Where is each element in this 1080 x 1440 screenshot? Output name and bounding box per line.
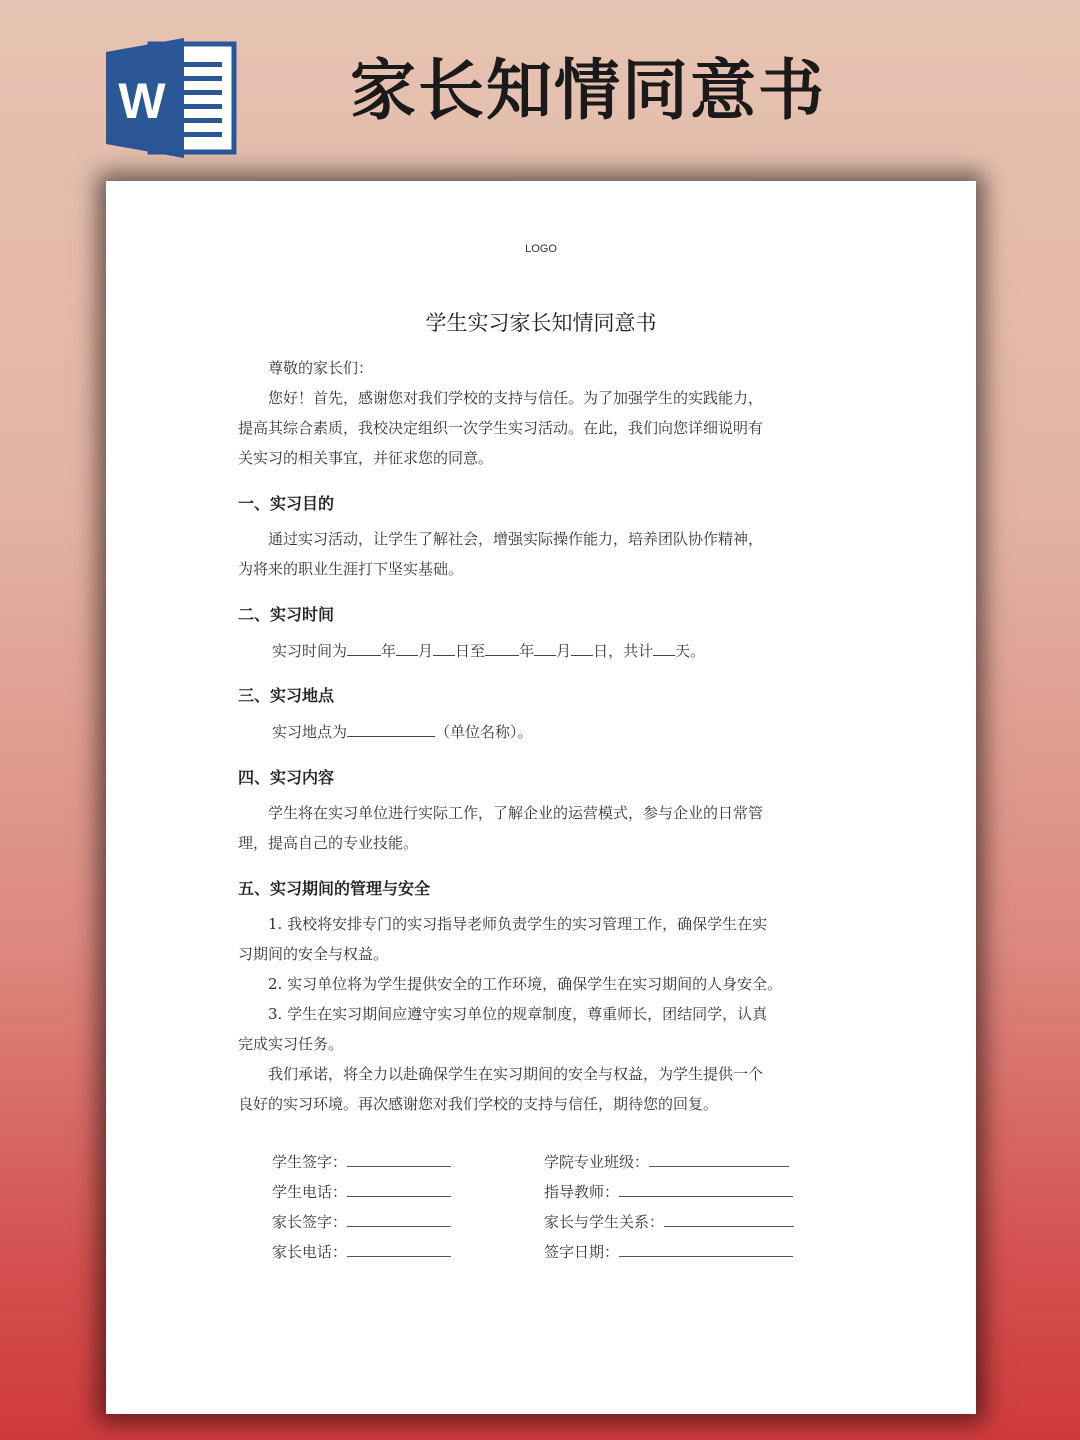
section-body-safety: [238, 909, 850, 1119]
parent-phone-label: 家长电话：: [272, 1243, 348, 1261]
signature-row: [272, 1181, 451, 1202]
section-line: 2. 实习单位将为学生提供安全的工作环境，确保学生在实习期间的人身安全。: [268, 975, 783, 993]
section-line: 习期间的安全与权益。: [238, 945, 389, 963]
section-line: 1. 我校将安排专门的实习指导老师负责学生的实习管理工作，确保学生在实: [268, 915, 768, 933]
relationship-field[interactable]: [664, 1214, 794, 1227]
time-prefix: 实习时间为: [272, 642, 348, 660]
word-icon-letter: W: [118, 73, 166, 129]
document-title: 学生实习家长知情同意书: [425, 311, 657, 335]
signature-row: [544, 1241, 793, 1262]
section-line: 3. 学生在实习期间应遵守实习单位的规章制度，尊重师长，团结同学，认真: [268, 1005, 768, 1023]
section-line: 为将来的职业生涯打下坚实基础。: [238, 560, 464, 578]
word-icon: [106, 36, 238, 160]
teacher-label: 指导教师：: [544, 1183, 620, 1201]
parent-phone-field[interactable]: [347, 1244, 451, 1257]
section-heading-place: 三、实习地点: [238, 686, 335, 705]
intro-line: 提高其综合素质，我校决定组织一次学生实习活动。在此，我们向您详细说明有: [238, 419, 764, 437]
place-blank[interactable]: [347, 724, 435, 737]
banner-title: 家长知情同意书: [350, 52, 826, 129]
intro-line: 关实习的相关事宜，并征求您的同意。: [238, 449, 494, 467]
signature-row: [544, 1151, 789, 1172]
time-unit: 月: [556, 642, 572, 660]
signature-row: [544, 1211, 794, 1232]
section-body-purpose: [238, 524, 850, 584]
day-blank[interactable]: [433, 643, 455, 656]
month-blank[interactable]: [396, 643, 418, 656]
section-line: 我们承诺，将全力以赴确保学生在实习期间的安全与权益，为学生提供一个: [268, 1065, 764, 1083]
year-blank[interactable]: [485, 643, 519, 656]
section-heading-purpose: 一、实习目的: [238, 494, 335, 513]
section-line: 理，提高自己的专业技能。: [238, 834, 419, 852]
month-blank[interactable]: [534, 643, 556, 656]
class-label: 学院专业班级：: [544, 1153, 650, 1171]
time-unit: 日至: [455, 642, 486, 660]
time-unit: 天。: [675, 642, 706, 660]
place-suffix: （单位名称）。: [435, 723, 533, 741]
place-prefix: 实习地点为: [272, 723, 348, 741]
day-blank[interactable]: [571, 643, 593, 656]
internship-place-line: [272, 721, 533, 742]
time-unit: 月: [418, 642, 434, 660]
parent-signature-label: 家长签字：: [272, 1213, 348, 1231]
section-heading-time: 二、实习时间: [238, 605, 335, 624]
student-phone-field[interactable]: [347, 1184, 451, 1197]
student-signature-field[interactable]: [347, 1154, 451, 1167]
greeting: 尊敬的家长们：: [268, 359, 374, 377]
parent-signature-field[interactable]: [347, 1214, 451, 1227]
document-page: [106, 181, 976, 1414]
section-line: 学生将在实习单位进行实际工作，了解企业的运营模式，参与企业的日常管: [268, 804, 764, 822]
relationship-label: 家长与学生关系：: [544, 1213, 665, 1231]
section-body-content: [238, 798, 850, 858]
section-heading-safety: 五、实习期间的管理与安全: [238, 879, 431, 898]
section-line: 完成实习任务。: [238, 1035, 344, 1053]
class-field[interactable]: [649, 1154, 789, 1167]
signature-row: [544, 1181, 793, 1202]
sign-date-field[interactable]: [619, 1244, 793, 1257]
time-unit: 年: [381, 642, 397, 660]
intro-line: 您好！首先，感谢您对我们学校的支持与信任。为了加强学生的实践能力，: [268, 389, 764, 407]
section-line: 良好的实习环境。再次感谢您对我们学校的支持与信任，期待您的回复。: [238, 1095, 719, 1113]
year-blank[interactable]: [347, 643, 381, 656]
internship-time-line: [272, 640, 705, 661]
student-signature-label: 学生签字：: [272, 1153, 348, 1171]
time-unit: 日，共计: [593, 642, 654, 660]
signature-row: [272, 1241, 451, 1262]
signature-row: [272, 1211, 451, 1232]
intro-block: [238, 353, 850, 473]
section-line: 通过实习活动，让学生了解社会，增强实际操作能力，培养团队协作精神，: [268, 530, 764, 548]
logo-placeholder: LOGO: [525, 243, 557, 255]
section-heading-content: 四、实习内容: [238, 768, 335, 787]
teacher-field[interactable]: [619, 1184, 793, 1197]
days-blank[interactable]: [653, 643, 675, 656]
sign-date-label: 签字日期：: [544, 1243, 620, 1261]
signature-row: [272, 1151, 451, 1172]
time-unit: 年: [519, 642, 535, 660]
student-phone-label: 学生电话：: [272, 1183, 348, 1201]
